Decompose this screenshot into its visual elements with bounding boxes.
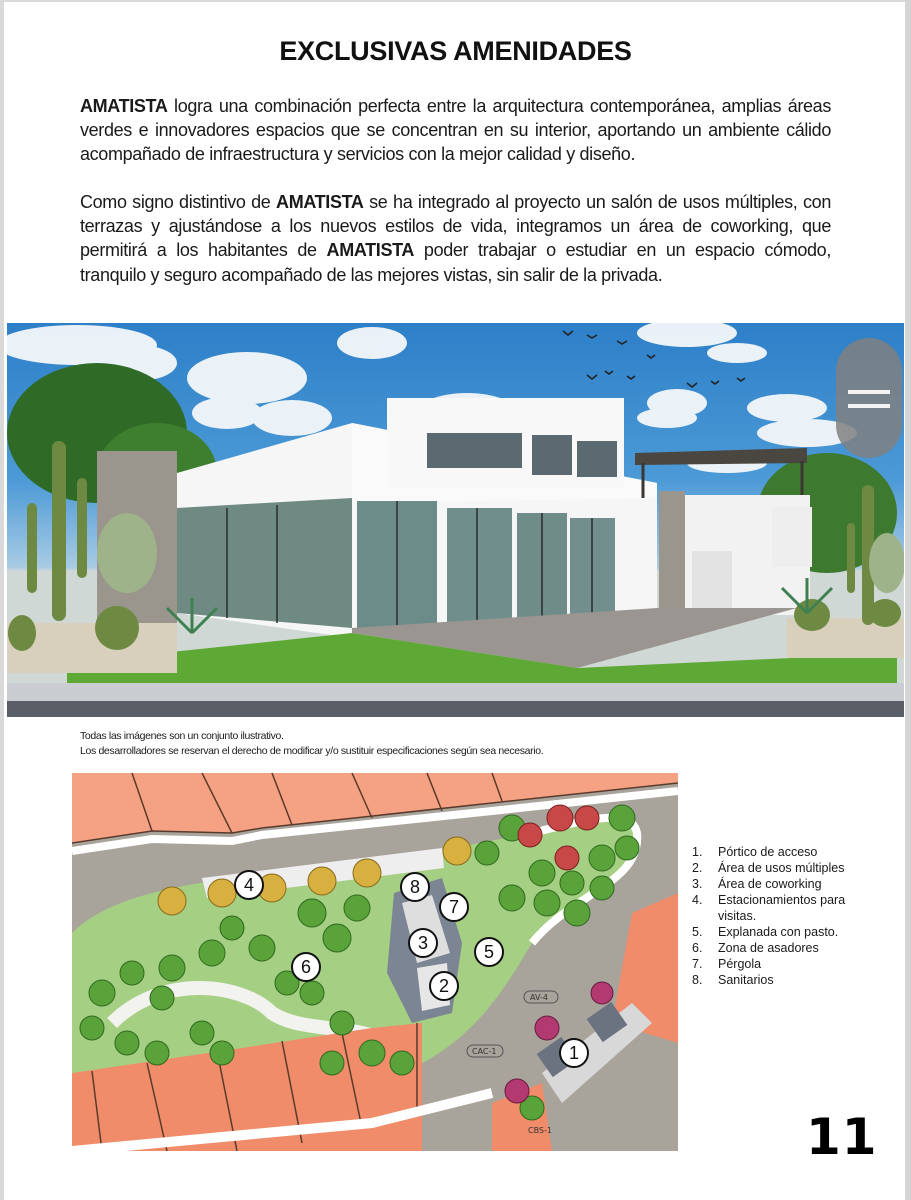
svg-text:CAC-1: CAC-1 [472, 1047, 497, 1056]
legend-item [692, 844, 862, 860]
site-plan-marker-5: 5 [474, 937, 504, 967]
page-title: EXCLUSIVAS AMENIDADES [279, 36, 632, 66]
legend-label: Pérgola [718, 957, 762, 971]
intro-paragraph [80, 94, 831, 167]
legend-label: Área de coworking [718, 877, 822, 891]
legend-label: Zona de asadores [718, 941, 819, 955]
svg-text:CBS-1: CBS-1 [528, 1126, 552, 1135]
disclaimer-line: Todas las imágenes son un conjunto ilustrativo. [80, 730, 284, 742]
amenity-rendering-image [7, 323, 904, 717]
brand-name: AMATISTA [326, 240, 415, 261]
legend-label: Pórtico de acceso [718, 845, 818, 859]
legend-item [692, 876, 862, 892]
hamburger-menu-icon [848, 390, 890, 394]
legend-number: 8. [692, 973, 703, 987]
legend-item [692, 892, 862, 924]
legend-number: 7. [692, 957, 703, 971]
brand-name: AMATISTA [276, 192, 364, 212]
site-plan-image [72, 773, 678, 1151]
svg-text:AV-4: AV-4 [530, 993, 548, 1002]
amenities-paragraph [80, 190, 831, 287]
site-plan-marker-3: 3 [408, 928, 438, 958]
site-plan-marker-6: 6 [291, 952, 321, 982]
legend-item [692, 956, 862, 972]
page-number: 11 [806, 1108, 878, 1166]
disclaimer-line: Los desarrolladores se reservan el derecho de modificar y/o sustituir especificaciones según sea necesario. [80, 744, 544, 757]
legend-number: 3. [692, 877, 703, 891]
site-plan-marker-2: 2 [429, 971, 459, 1001]
site-plan-marker-7: 7 [439, 892, 469, 922]
site-plan-marker-4: 4 [234, 870, 264, 900]
paragraph-text: Como signo distintivo de [80, 192, 277, 212]
legend-number: 4. [692, 893, 703, 907]
legend-number: 6. [692, 941, 703, 955]
legend-label: Estacionamientos para visitas. [718, 893, 846, 923]
menu-toggle-button[interactable] [836, 338, 902, 458]
legend-label: Explanada con pasto. [718, 925, 839, 939]
legend-number: 2. [692, 861, 703, 875]
site-plan-marker-1: 1 [559, 1038, 589, 1068]
legend-item [692, 860, 862, 876]
legend-item [692, 972, 862, 988]
paragraph-text: poder trabajar o estudiar en un espacio cómodo, tranquilo y seguro acompañado de las mejores vistas, sin salir de la privada. [80, 240, 831, 285]
paragraph-text: se ha integrado al proyecto un salón de usos múltiples, con terrazas y ajustándose a los nuevos estilos de vida, integramos un área de coworking, que permitirá a los habitantes de [80, 192, 831, 261]
legend-number: 1. [692, 845, 703, 859]
brand-name: AMATISTA [80, 96, 168, 116]
disclaimer [80, 729, 543, 758]
legend-label: Área de usos múltiples [718, 861, 845, 875]
amenities-legend [692, 844, 862, 988]
paragraph-text: logra una combinación perfecta entre la arquitectura contemporánea, amplias áreas verdes e innovadores espacios que se concentran en su interior, aportando un ambiente cálido acompañado de infraestructura y servicios con la mejor calidad y diseño. [80, 96, 831, 165]
legend-item [692, 940, 862, 956]
page-edge [905, 0, 911, 1200]
site-plan-marker-8: 8 [400, 872, 430, 902]
hamburger-menu-icon [848, 404, 890, 408]
legend-item [692, 924, 862, 940]
legend-number: 5. [692, 925, 703, 939]
legend-label: Sanitarios [718, 973, 774, 987]
